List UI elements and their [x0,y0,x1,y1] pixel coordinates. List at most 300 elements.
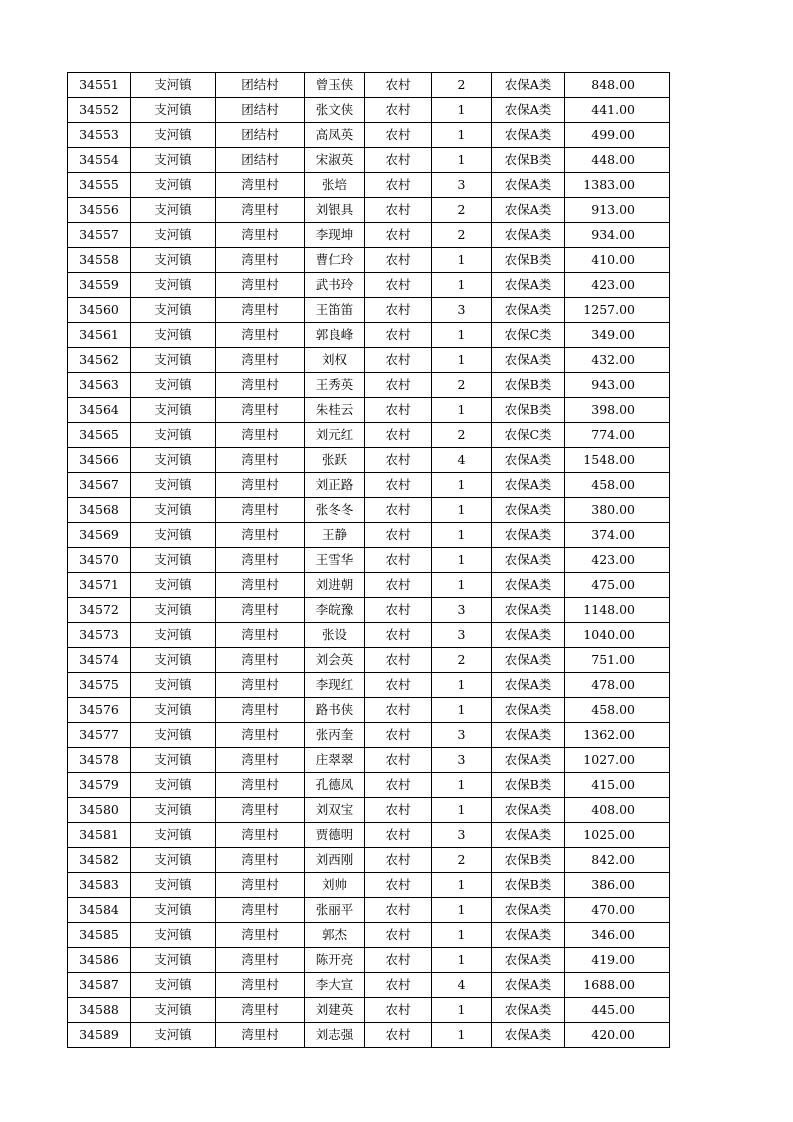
household-type-cell: 农村 [365,698,432,723]
family-size-cell: 1 [432,548,492,573]
household-type-cell: 农村 [365,198,432,223]
amount-cell: 441.00 [565,98,670,123]
insurance-class-cell: 农保A类 [492,473,565,498]
amount-cell: 499.00 [565,123,670,148]
amount-cell: 458.00 [565,473,670,498]
village-cell: 湾里村 [216,798,305,823]
record-id-cell: 34579 [68,773,131,798]
town-cell: 支河镇 [131,648,216,673]
record-id-cell: 34571 [68,573,131,598]
amount-cell: 386.00 [565,873,670,898]
insurance-class-cell: 农保A类 [492,948,565,973]
name-cell: 李大宣 [305,973,365,998]
village-cell: 湾里村 [216,348,305,373]
village-cell: 湾里村 [216,498,305,523]
village-cell: 湾里村 [216,423,305,448]
name-cell: 孔德凤 [305,773,365,798]
insurance-class-cell: 农保A类 [492,223,565,248]
name-cell: 贾德明 [305,823,365,848]
amount-cell: 458.00 [565,698,670,723]
name-cell: 朱桂云 [305,398,365,423]
town-cell: 支河镇 [131,873,216,898]
record-id-cell: 34576 [68,698,131,723]
amount-cell: 398.00 [565,398,670,423]
table-row [68,73,670,98]
insurance-class-cell: 农保A类 [492,498,565,523]
amount-cell: 415.00 [565,773,670,798]
name-cell: 刘志强 [305,1023,365,1048]
amount-cell: 423.00 [565,273,670,298]
table-row [68,998,670,1023]
family-size-cell: 1 [432,698,492,723]
family-size-cell: 1 [432,473,492,498]
village-cell: 湾里村 [216,923,305,948]
family-size-cell: 2 [432,648,492,673]
insurance-class-cell: 农保A类 [492,973,565,998]
name-cell: 张冬冬 [305,498,365,523]
household-type-cell: 农村 [365,348,432,373]
amount-cell: 408.00 [565,798,670,823]
family-size-cell: 3 [432,173,492,198]
village-cell: 湾里村 [216,473,305,498]
town-cell: 支河镇 [131,348,216,373]
table-row [68,373,670,398]
family-size-cell: 1 [432,123,492,148]
record-id-cell: 34567 [68,473,131,498]
household-type-cell: 农村 [365,873,432,898]
town-cell: 支河镇 [131,748,216,773]
table-row [68,848,670,873]
insurance-class-cell: 农保B类 [492,373,565,398]
amount-cell: 410.00 [565,248,670,273]
insurance-class-cell: 农保A类 [492,598,565,623]
village-cell: 团结村 [216,73,305,98]
village-cell: 湾里村 [216,223,305,248]
town-cell: 支河镇 [131,373,216,398]
family-size-cell: 1 [432,348,492,373]
table-row [68,823,670,848]
insurance-class-cell: 农保A类 [492,298,565,323]
amount-cell: 1383.00 [565,173,670,198]
insurance-class-cell: 农保A类 [492,573,565,598]
town-cell: 支河镇 [131,298,216,323]
record-id-cell: 34555 [68,173,131,198]
town-cell: 支河镇 [131,248,216,273]
record-id-cell: 34559 [68,273,131,298]
town-cell: 支河镇 [131,398,216,423]
name-cell: 宋淑英 [305,148,365,173]
insurance-class-cell: 农保B类 [492,848,565,873]
insurance-class-cell: 农保A类 [492,673,565,698]
insurance-class-cell: 农保A类 [492,173,565,198]
name-cell: 刘双宝 [305,798,365,823]
insurance-class-cell: 农保A类 [492,1023,565,1048]
town-cell: 支河镇 [131,148,216,173]
name-cell: 张跃 [305,448,365,473]
household-type-cell: 农村 [365,173,432,198]
village-cell: 湾里村 [216,273,305,298]
name-cell: 曾玉侠 [305,73,365,98]
name-cell: 王静 [305,523,365,548]
name-cell: 王笛笛 [305,298,365,323]
insurance-class-cell: 农保A类 [492,798,565,823]
household-type-cell: 农村 [365,248,432,273]
name-cell: 曹仁玲 [305,248,365,273]
town-cell: 支河镇 [131,723,216,748]
family-size-cell: 1 [432,898,492,923]
family-size-cell: 4 [432,448,492,473]
insurance-class-cell: 农保A类 [492,623,565,648]
household-type-cell: 农村 [365,548,432,573]
village-cell: 湾里村 [216,773,305,798]
family-size-cell: 1 [432,398,492,423]
village-cell: 湾里村 [216,998,305,1023]
table-row [68,473,670,498]
name-cell: 刘权 [305,348,365,373]
amount-cell: 751.00 [565,648,670,673]
amount-cell: 1040.00 [565,623,670,648]
name-cell: 刘正路 [305,473,365,498]
record-id-cell: 34570 [68,548,131,573]
record-id-cell: 34562 [68,348,131,373]
family-size-cell: 2 [432,423,492,448]
record-id-cell: 34588 [68,998,131,1023]
table-row [68,323,670,348]
insurance-class-cell: 农保A类 [492,448,565,473]
amount-cell: 448.00 [565,148,670,173]
amount-cell: 445.00 [565,998,670,1023]
town-cell: 支河镇 [131,273,216,298]
table-row [68,648,670,673]
household-type-cell: 农村 [365,298,432,323]
name-cell: 王秀英 [305,373,365,398]
household-type-cell: 农村 [365,98,432,123]
family-size-cell: 3 [432,723,492,748]
record-id-cell: 34580 [68,798,131,823]
name-cell: 刘西刚 [305,848,365,873]
family-size-cell: 1 [432,998,492,1023]
record-id-cell: 34577 [68,723,131,748]
village-cell: 湾里村 [216,373,305,398]
name-cell: 刘银具 [305,198,365,223]
table-row [68,148,670,173]
household-type-cell: 农村 [365,573,432,598]
family-size-cell: 1 [432,273,492,298]
table-row [68,298,670,323]
insurance-class-cell: 农保A类 [492,898,565,923]
family-size-cell: 1 [432,523,492,548]
household-type-cell: 农村 [365,898,432,923]
name-cell: 王雪华 [305,548,365,573]
household-type-cell: 农村 [365,748,432,773]
household-type-cell: 农村 [365,498,432,523]
household-type-cell: 农村 [365,423,432,448]
insurance-class-cell: 农保C类 [492,423,565,448]
insurance-class-cell: 农保C类 [492,323,565,348]
household-type-cell: 农村 [365,723,432,748]
village-cell: 湾里村 [216,523,305,548]
amount-cell: 1548.00 [565,448,670,473]
town-cell: 支河镇 [131,823,216,848]
household-type-cell: 农村 [365,448,432,473]
town-cell: 支河镇 [131,123,216,148]
record-id-cell: 34552 [68,98,131,123]
record-id-cell: 34568 [68,498,131,523]
family-size-cell: 1 [432,98,492,123]
household-type-cell: 农村 [365,948,432,973]
town-cell: 支河镇 [131,698,216,723]
record-id-cell: 34554 [68,148,131,173]
family-size-cell: 1 [432,773,492,798]
amount-cell: 774.00 [565,423,670,448]
village-cell: 湾里村 [216,898,305,923]
insurance-class-cell: 农保A类 [492,923,565,948]
family-size-cell: 1 [432,873,492,898]
family-size-cell: 1 [432,948,492,973]
town-cell: 支河镇 [131,798,216,823]
town-cell: 支河镇 [131,323,216,348]
village-cell: 湾里村 [216,548,305,573]
table-row [68,623,670,648]
name-cell: 郭杰 [305,923,365,948]
household-type-cell: 农村 [365,773,432,798]
amount-cell: 1688.00 [565,973,670,998]
village-cell: 湾里村 [216,748,305,773]
table-row [68,498,670,523]
table-row [68,598,670,623]
village-cell: 湾里村 [216,723,305,748]
household-type-cell: 农村 [365,223,432,248]
name-cell: 张设 [305,623,365,648]
amount-cell: 478.00 [565,673,670,698]
family-size-cell: 2 [432,198,492,223]
table-body [68,73,670,1048]
record-id-cell: 34581 [68,823,131,848]
name-cell: 刘帅 [305,873,365,898]
family-size-cell: 2 [432,373,492,398]
amount-cell: 1148.00 [565,598,670,623]
insurance-class-cell: 农保A类 [492,73,565,98]
village-cell: 湾里村 [216,623,305,648]
town-cell: 支河镇 [131,673,216,698]
record-id-cell: 34566 [68,448,131,473]
family-size-cell: 1 [432,323,492,348]
amount-cell: 1025.00 [565,823,670,848]
table-row [68,448,670,473]
name-cell: 陈开亮 [305,948,365,973]
village-cell: 湾里村 [216,323,305,348]
name-cell: 张丙奎 [305,723,365,748]
insurance-class-cell: 农保A类 [492,723,565,748]
household-type-cell: 农村 [365,923,432,948]
village-cell: 湾里村 [216,848,305,873]
name-cell: 张文侠 [305,98,365,123]
insurance-class-cell: 农保A类 [492,548,565,573]
village-cell: 湾里村 [216,173,305,198]
town-cell: 支河镇 [131,173,216,198]
village-cell: 湾里村 [216,673,305,698]
family-size-cell: 1 [432,248,492,273]
insurance-class-cell: 农保A类 [492,698,565,723]
insurance-class-cell: 农保A类 [492,748,565,773]
family-size-cell: 2 [432,223,492,248]
record-id-cell: 34587 [68,973,131,998]
table-row [68,923,670,948]
name-cell: 刘会英 [305,648,365,673]
table-row [68,698,670,723]
record-id-cell: 34565 [68,423,131,448]
record-id-cell: 34556 [68,198,131,223]
household-type-cell: 农村 [365,623,432,648]
data-table [67,72,670,1048]
household-type-cell: 农村 [365,998,432,1023]
name-cell: 路书侠 [305,698,365,723]
town-cell: 支河镇 [131,948,216,973]
household-type-cell: 农村 [365,73,432,98]
village-cell: 湾里村 [216,398,305,423]
village-cell: 团结村 [216,148,305,173]
town-cell: 支河镇 [131,998,216,1023]
table-row [68,523,670,548]
record-id-cell: 34574 [68,648,131,673]
insurance-class-cell: 农保B类 [492,773,565,798]
household-type-cell: 农村 [365,648,432,673]
amount-cell: 475.00 [565,573,670,598]
household-type-cell: 农村 [365,798,432,823]
insurance-class-cell: 农保A类 [492,348,565,373]
household-type-cell: 农村 [365,973,432,998]
table-row [68,1023,670,1048]
village-cell: 湾里村 [216,448,305,473]
town-cell: 支河镇 [131,423,216,448]
household-type-cell: 农村 [365,323,432,348]
village-cell: 湾里村 [216,698,305,723]
village-cell: 湾里村 [216,598,305,623]
name-cell: 武书玲 [305,273,365,298]
table-row [68,973,670,998]
amount-cell: 432.00 [565,348,670,373]
town-cell: 支河镇 [131,1023,216,1048]
record-id-cell: 34569 [68,523,131,548]
household-type-cell: 农村 [365,398,432,423]
family-size-cell: 3 [432,748,492,773]
town-cell: 支河镇 [131,498,216,523]
insurance-class-cell: 农保A类 [492,823,565,848]
family-size-cell: 1 [432,673,492,698]
record-id-cell: 34584 [68,898,131,923]
insurance-class-cell: 农保A类 [492,648,565,673]
table-row [68,773,670,798]
household-type-cell: 农村 [365,473,432,498]
name-cell: 庄翠翠 [305,748,365,773]
village-cell: 湾里村 [216,298,305,323]
table-row [68,248,670,273]
table-row [68,348,670,373]
insurance-class-cell: 农保B类 [492,148,565,173]
name-cell: 李皖豫 [305,598,365,623]
amount-cell: 470.00 [565,898,670,923]
table-row [68,223,670,248]
amount-cell: 943.00 [565,373,670,398]
town-cell: 支河镇 [131,923,216,948]
record-id-cell: 34557 [68,223,131,248]
name-cell: 张培 [305,173,365,198]
record-id-cell: 34551 [68,73,131,98]
family-size-cell: 1 [432,1023,492,1048]
family-size-cell: 1 [432,798,492,823]
name-cell: 张丽平 [305,898,365,923]
village-cell: 湾里村 [216,948,305,973]
town-cell: 支河镇 [131,98,216,123]
village-cell: 湾里村 [216,873,305,898]
household-type-cell: 农村 [365,273,432,298]
household-type-cell: 农村 [365,673,432,698]
town-cell: 支河镇 [131,573,216,598]
family-size-cell: 1 [432,923,492,948]
household-type-cell: 农村 [365,148,432,173]
insurance-class-cell: 农保A类 [492,123,565,148]
village-cell: 湾里村 [216,648,305,673]
record-id-cell: 34572 [68,598,131,623]
family-size-cell: 1 [432,148,492,173]
insurance-class-cell: 农保A类 [492,98,565,123]
name-cell: 刘元红 [305,423,365,448]
household-type-cell: 农村 [365,373,432,398]
town-cell: 支河镇 [131,73,216,98]
village-cell: 湾里村 [216,973,305,998]
town-cell: 支河镇 [131,198,216,223]
household-type-cell: 农村 [365,523,432,548]
table-row [68,748,670,773]
name-cell: 刘进朝 [305,573,365,598]
table-row [68,723,670,748]
amount-cell: 420.00 [565,1023,670,1048]
amount-cell: 1257.00 [565,298,670,323]
amount-cell: 934.00 [565,223,670,248]
amount-cell: 423.00 [565,548,670,573]
town-cell: 支河镇 [131,548,216,573]
record-id-cell: 34575 [68,673,131,698]
insurance-class-cell: 农保A类 [492,198,565,223]
table-row [68,548,670,573]
table-row [68,198,670,223]
record-id-cell: 34563 [68,373,131,398]
name-cell: 郭良峰 [305,323,365,348]
amount-cell: 848.00 [565,73,670,98]
record-id-cell: 34585 [68,923,131,948]
family-size-cell: 3 [432,823,492,848]
town-cell: 支河镇 [131,473,216,498]
table-row [68,873,670,898]
amount-cell: 349.00 [565,323,670,348]
village-cell: 团结村 [216,98,305,123]
amount-cell: 913.00 [565,198,670,223]
record-id-cell: 34558 [68,248,131,273]
record-id-cell: 34582 [68,848,131,873]
family-size-cell: 1 [432,498,492,523]
amount-cell: 842.00 [565,848,670,873]
record-id-cell: 34583 [68,873,131,898]
family-size-cell: 4 [432,973,492,998]
household-type-cell: 农村 [365,848,432,873]
amount-cell: 374.00 [565,523,670,548]
family-size-cell: 3 [432,298,492,323]
table-row [68,798,670,823]
town-cell: 支河镇 [131,523,216,548]
amount-cell: 419.00 [565,948,670,973]
name-cell: 高凤英 [305,123,365,148]
table-row [68,273,670,298]
